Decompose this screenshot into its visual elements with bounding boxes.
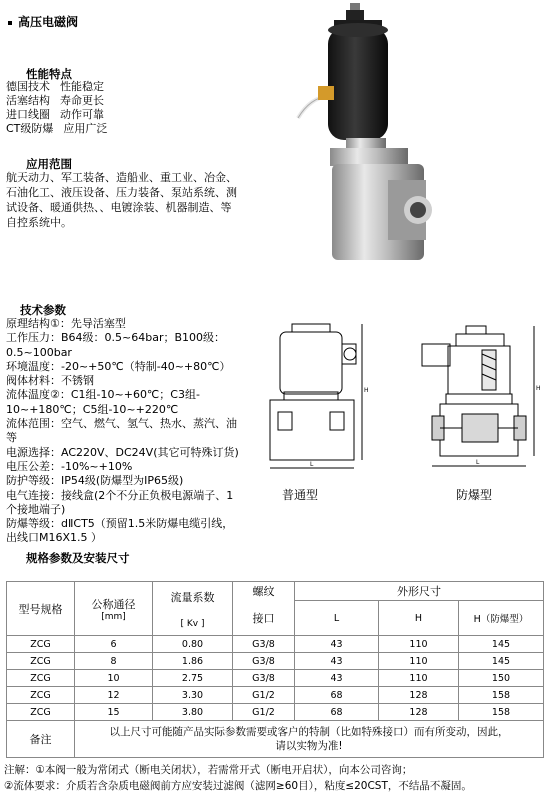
tech-line: 出线口M16X1.5 ） — [6, 531, 103, 545]
header-h-explosion: H（防爆型） — [459, 601, 544, 636]
feature-row: 活塞结构 寿命更长 — [6, 94, 104, 107]
header-thread: 螺纹 — [233, 582, 295, 601]
normal-type-drawing — [258, 318, 370, 478]
table-row: ZCG 12 3.30 G1/2 68 128 158 — [7, 687, 544, 704]
applications-line: 自控系统中。 — [6, 216, 72, 229]
table-row: ZCG 6 0.80 G3/8 43 110 145 — [7, 636, 544, 653]
note-line: ②流体要求：介质若含杂质电磁阀前方应安装过滤阀（滤网≥60目），粘度≤20CST，不结晶不凝固。 — [4, 780, 472, 792]
header-l: L — [295, 601, 379, 636]
tech-line: 阀体材料：不锈钢 — [6, 374, 94, 388]
tech-line: 原理结构①：先导活塞型 — [6, 317, 126, 330]
applications-text — [6, 170, 237, 230]
remark-label: 备注 — [7, 721, 75, 758]
applications-heading: 应用范围 — [26, 157, 72, 171]
features-heading: 性能特点 — [26, 67, 72, 81]
feature-row: 进口线圈 动作可靠 — [6, 108, 104, 121]
tech-line: 防护等级：IP54级(防爆型为IP65级) — [6, 474, 184, 488]
applications-line: 试设备、暖通供热、、电镀涂装、机器制造、等 — [6, 201, 232, 214]
dim-l-label: L — [310, 461, 314, 468]
tech-line: 流体范围：空气、燃气、氢气、热水、蒸汽、油 — [6, 417, 237, 431]
note-line: 注解：①本阀一般为常闭式（断电关闭状），若需常开式（断电开启状），向本公司咨询； — [4, 764, 413, 776]
tech-line: 0.5~100bar — [6, 345, 72, 359]
table-row: ZCG 15 3.80 G1/2 68 128 158 — [7, 704, 544, 721]
header-diameter: 公称通径 [mm] — [75, 582, 153, 636]
header-flow: 流量系数 [ Kv ] — [153, 582, 233, 636]
spec-heading: 规格参数及安装尺寸 — [26, 551, 130, 565]
spec-table — [6, 581, 544, 758]
applications-line: 航天动力、军工装备、造船业、重工业、冶金、 — [6, 171, 237, 184]
tech-line: 工作压力：B64级：0.5~64bar；B100级： — [6, 331, 226, 345]
applications-line: 石油化工、液压设备、压力装备、泵站系统、测 — [6, 186, 237, 199]
table-row: ZCG 8 1.86 G3/8 43 110 145 — [7, 653, 544, 670]
page-title — [8, 13, 78, 30]
dim-l-label: L — [476, 459, 480, 466]
tech-line: 环境温度：-20~+50℃（特制-40~+80℃） — [6, 359, 231, 373]
explosion-type-label: 防爆型 — [456, 488, 493, 502]
table-row: ZCG 10 2.75 G3/8 43 110 150 — [7, 670, 544, 687]
tech-line: 个接地端子) — [6, 502, 66, 516]
dim-h-label: H — [536, 385, 541, 392]
notes — [4, 762, 472, 794]
tech-line: 电压公差：-10%~+10% — [6, 459, 133, 473]
header-dimensions: 外形尺寸 — [295, 582, 544, 601]
tech-heading: 技术参数 — [20, 303, 66, 317]
tech-line: 电源选择：AC220V、DC24V(其它可特殊订货) — [6, 445, 239, 459]
tech-line: 10~+180℃；C5组-10~+220℃ — [6, 402, 179, 416]
tech-line: 防爆等级：dⅡCT5（预留1.5米防爆电缆引线， — [6, 517, 234, 531]
table-header-row — [7, 582, 544, 601]
explosion-type-drawing — [418, 318, 542, 478]
feature-row: 德国技术 性能稳定 — [6, 80, 104, 93]
page-title-text: 高压电磁阀 — [18, 15, 79, 29]
header-model: 型号规格 — [7, 582, 75, 636]
dim-h-label: H — [364, 387, 369, 394]
bullet-icon — [8, 21, 12, 25]
tech-text — [6, 317, 258, 546]
remark-text: 以上尺寸可能随产品实际参数需要或客户的特制（比如特殊接口）而有所变动，因此， 请以实物为准! — [75, 721, 544, 758]
tech-line: 电气连接：接线盒(2个不分正负极电源端子、1 — [6, 488, 234, 502]
features-list — [6, 80, 107, 136]
solenoid-valve-photo — [280, 0, 440, 268]
normal-type-label: 普通型 — [282, 488, 319, 502]
remark-row — [7, 721, 544, 758]
feature-row: CT级防爆 应用广泛 — [6, 122, 108, 135]
tech-line: 流体温度②：C1组-10~+60℃；C3组- — [6, 388, 200, 402]
tech-line: 等 — [6, 431, 17, 445]
header-port: 接口 — [233, 601, 295, 636]
header-h: H — [379, 601, 459, 636]
